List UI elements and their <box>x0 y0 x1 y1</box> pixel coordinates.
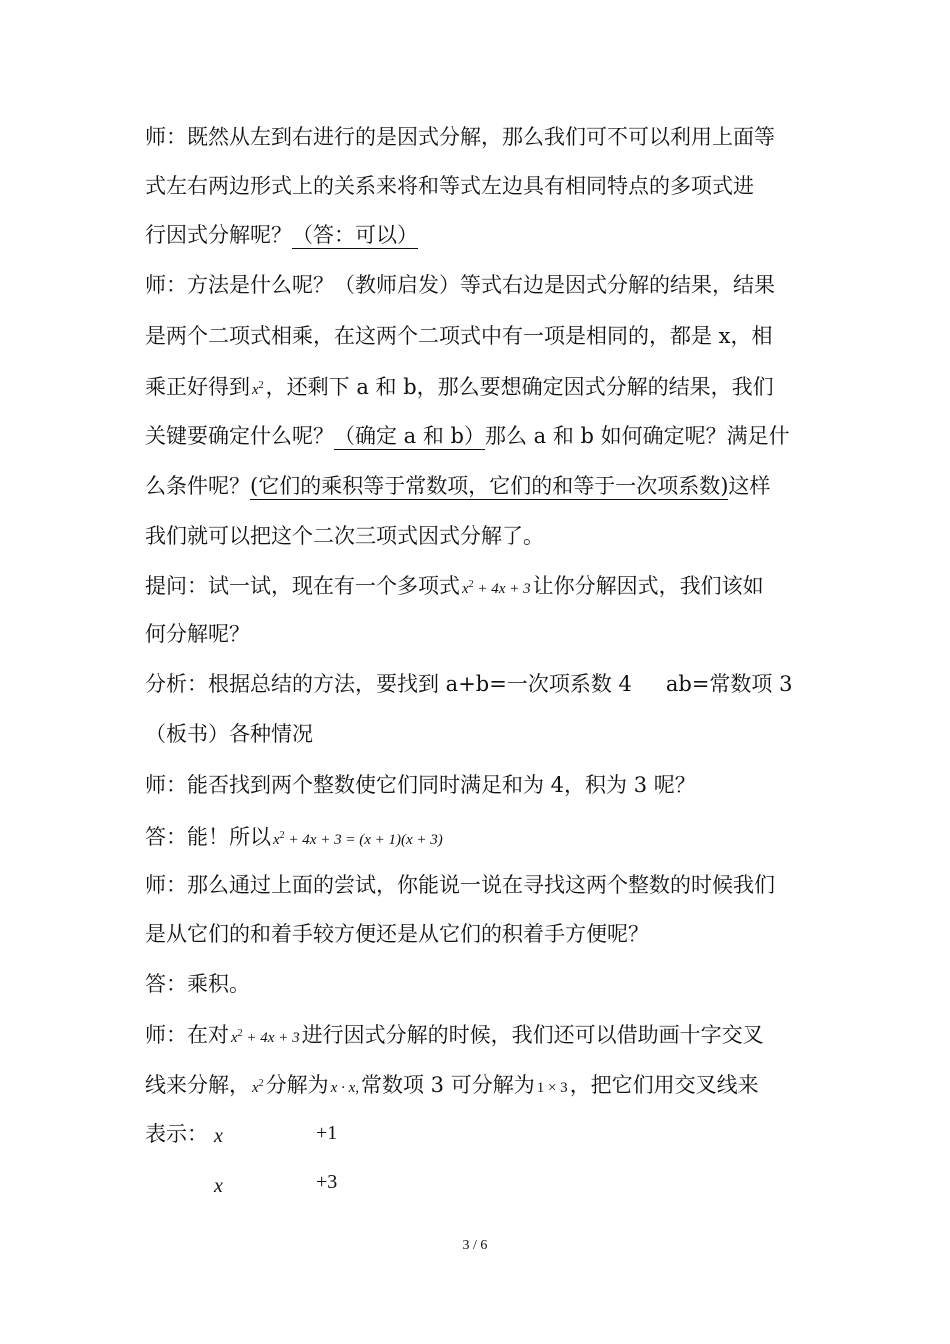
paragraph-line: 么条件呢？(它们的乘积等于常数项，它们的和等于一次项系数)这样 <box>145 474 771 498</box>
math-polynomial: $x^2 + 4x + 3$ <box>231 1028 300 1046</box>
page-number: 3 / 6 <box>462 1238 488 1253</box>
math-one-times-three: 1 × 3 <box>536 1080 568 1096</box>
cross-row1-right: +1 <box>316 1122 338 1144</box>
paragraph-line: 提问：试一试，现在有一个多项式 $x^2 + 4x + 3$让你分解因式，我们该如 <box>145 574 764 598</box>
cross-row2-right: +3 <box>316 1171 338 1193</box>
paragraph-line: 乘正好得到 $x^2$，还剩下 a 和 b，那么要想确定因式分解的结果，我们 <box>145 375 774 399</box>
underlined-answer: （答：可以） <box>292 223 418 247</box>
paragraph-line: 师：能否找到两个整数使它们同时满足和为 4，积为 3 呢？ <box>145 773 696 797</box>
paragraph-line: 式左右两边形式上的关系来将和等式左边具有相同特点的多项式进 <box>145 174 754 198</box>
math-x-times-x: x · x, <box>330 1080 359 1096</box>
math-factorization: $x^2 + 4x + 3 = (x + 1)(x + 3)$ <box>273 830 443 848</box>
underlined-answer: (它们的乘积等于常数项，它们的和等于一次项系数) <box>250 474 729 498</box>
cross-row2-left: x <box>214 1175 223 1197</box>
paragraph-line: 答：乘积。 <box>145 972 250 996</box>
underlined-answer: （确定 a 和 b） <box>334 424 485 448</box>
paragraph-line: 师：那么通过上面的尝试，你能说一说在寻找这两个整数的时候我们 <box>145 873 775 897</box>
paragraph-line: 表示： <box>145 1122 208 1146</box>
paragraph-line: 何分解呢？ <box>145 622 250 646</box>
paragraph-line: 是从它们的和着手较方便还是从它们的积着手方便呢？ <box>145 922 649 946</box>
paragraph-line: 师：既然从左到右进行的是因式分解，那么我们可不可以利用上面等 <box>145 125 775 149</box>
cross-row1-left: x <box>214 1125 223 1147</box>
math-x-squared: $x^2$ <box>252 380 264 398</box>
paragraph-line: 我们就可以把这个二次三项式因式分解了。 <box>145 524 544 548</box>
paragraph-line: 行因式分解呢？（答：可以） <box>145 223 418 247</box>
math-polynomial: $x^2 + 4x + 3$ <box>462 579 531 597</box>
paragraph-line: 分析：根据总结的方法，要找到 a+b=一次项系数 4 ab=常数项 3 <box>145 672 793 696</box>
paragraph-line: （板书）各种情况 <box>145 722 313 746</box>
paragraph-line: 师：在对 $x^2 + 4x + 3$进行因式分解的时候，我们还可以借助画十字交叉 <box>145 1023 764 1047</box>
paragraph-line: 关键要确定什么呢？（确定 a 和 b）那么 a 和 b 如何确定呢？满足什 <box>145 424 790 448</box>
math-x-squared: $x^2$ <box>252 1078 264 1096</box>
paragraph-line: 线来分解， $x^2$分解为 x · x,常数项 3 可分解为 1 × 3，把它们用交叉线来 <box>145 1073 759 1097</box>
paragraph-line: 是两个二项式相乘，在这两个二项式中有一项是相同的，都是 x，相 <box>145 324 773 348</box>
paragraph-line: 师：方法是什么呢？（教师启发）等式右边是因式分解的结果，结果 <box>145 273 775 297</box>
paragraph-line: 答：能！所以 $x^2 + 4x + 3 = (x + 1)(x + 3)$ <box>145 825 443 849</box>
